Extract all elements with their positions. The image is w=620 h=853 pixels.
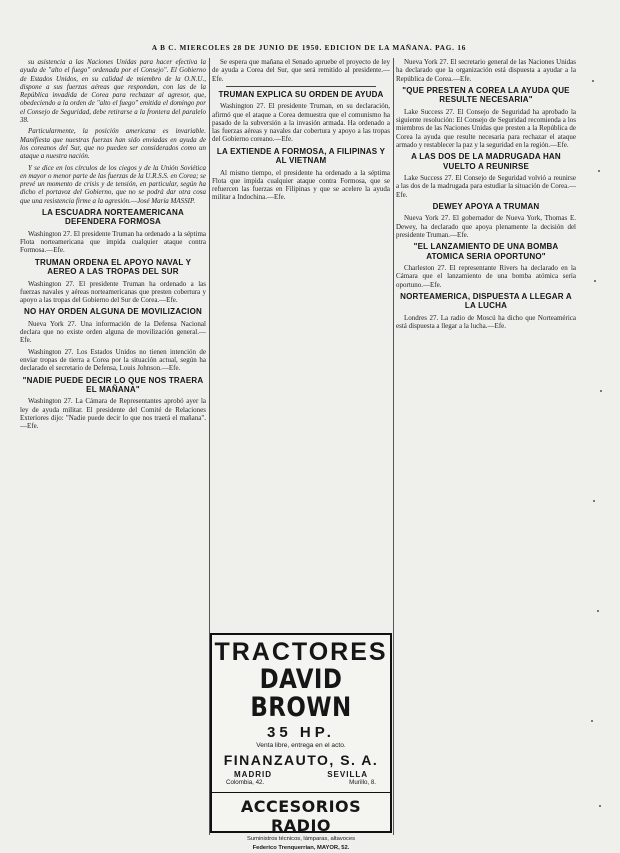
binding-mark <box>597 610 599 612</box>
ad-tractores: TRACTORES <box>214 638 388 666</box>
column-3 <box>396 58 576 837</box>
col1-intro-1: su asistencia a las Naciones Unidas para hacer efectiva la ayuda de "alto el fuego" ordenada por el Consejo". El Gobierno de Estados Unidos, en su calidad de miembro de la O.N.U., dispone a sus fuerzas aéreas que respondan, con las de la República invadida de Corea para rechazar al agresor, que, obedeciendo a la orden de "alto el fuego" emitida el domingo por el Consejo de Seguridad, debe retirarse a la frontera del paralelo 38. <box>20 58 206 125</box>
ad-addresses <box>212 779 390 786</box>
column-1 <box>20 58 206 837</box>
col3-intro: Nueva York 27. El secretario general de las Naciones Unidas ha declarado que la organización está dispuesta a ayudar a la República de Corea.—Efe. <box>396 58 576 83</box>
col1-body-3: Nueva York 27. Una información de la Defensa Nacional declara que no existe orden alguna de movilización general.—Efe. <box>20 319 206 345</box>
col1-body-5: Washington 27. La Cámara de Representantes aprobó ayer la ley de ayuda militar. El presidente del Comité de Relaciones Exteriores dijo: "Nadie puede decir lo que nos traerá el mañana".—Efe. <box>20 397 206 431</box>
binding-mark <box>591 720 593 722</box>
col1-intro-3: Y se dice en los círculos de los ciegos y de la Unión Soviética en mayor o menor parte de las fuerzas de la U.R.S.S. en Corea; se prevé un momento de crisis y de tensión, en particular, según ha dicho el portavoz del Gobierno, que no se podrá dar otra cosa que una resistencia firme a la agresión.—José María MASSIP. <box>20 163 206 205</box>
binding-marks <box>588 60 608 830</box>
binding-mark <box>600 390 602 392</box>
column-2 <box>212 58 390 626</box>
col3-headline-5: NORTEAMERICA, DISPUESTA A LLEGAR A LA LUCHA <box>400 291 572 311</box>
col1-headline-1: LA ESCUADRA NORTEAMERICANA DEFENDERA FORMOSA <box>42 208 184 227</box>
col3-headline-3: DEWEY APOYA A TRUMAN <box>432 201 540 211</box>
ad-fine-1: Suministros técnicos, lámparas, altavoces <box>247 836 355 842</box>
col2-headline-2: LA EXTIENDE A FORMOSA, A FILIPINAS Y AL VIETNAM <box>216 146 386 166</box>
col3-body-4: Charleston 27. El representante Rivers ha declarado en la Cámara que el lanzamiento de una bomba atómica sería oportuno.—Efe. <box>396 264 576 289</box>
col3-body-1: Lake Success 27. El Consejo de Seguridad ha aprobado la siguiente resolución: El Consejo de Seguridad recomienda a los miembros de las Naciones Unidas que presten a la República de Corea la ayuda que resulte necesaria para rechazar el ataque armado y restablecer la paz y la seguridad en la región.—Efe. <box>396 107 576 149</box>
tractor-advertisement <box>210 633 392 851</box>
ad-dealer: FINANZAUTO, S. A. <box>223 752 379 768</box>
col1-body-2: Washington 27. El presidente Truman ha ordenado a las fuerzas navales y aéreas norteamericanas que presten cobertura y apoyo a las tropas del Gobierno del Sur de Corea.—Efe. <box>20 279 206 305</box>
col3-headline-2: A LAS DOS DE LA MADRUGADA HAN VUELTO A REUNIRSE <box>411 152 561 171</box>
ad-cities <box>212 768 390 779</box>
col2-headline-1: TRUMAN EXPLICA SU ORDEN DE AYUDA <box>218 89 384 99</box>
binding-mark <box>598 170 600 172</box>
binding-mark <box>592 80 594 82</box>
binding-mark <box>593 500 595 502</box>
col3-body-5: Londres 27. La radio de Moscú ha dicho que Norteamérica está dispuesta a llegar a la lucha.—Efe. <box>396 313 576 330</box>
ad-city-madrid: MADRID <box>234 770 272 779</box>
binding-mark <box>594 280 596 282</box>
col1-intro-2: Particularmente, la posición americana es invariable. Manifiesta que nuestras fuerzas han sido enviadas en ayuda de los coreanos del Sur, que no pueden ser considerados como un ataque a nuestra nación. <box>20 127 206 161</box>
ad-city-sevilla: SEVILLA <box>327 770 368 779</box>
col2-body-1: Washington 27. El presidente Truman, en su declaración, afirmó que el ataque a Corea demuestra que el comunismo ha pasado de la subversión a la invasión armada. Ha ordenado a las fuerzas aéreas y navales dar cobertura y apoyo a las tropas del Gobierno coreano.—Efe. <box>212 102 390 144</box>
column-rule-2 <box>393 58 394 835</box>
col1-body-4: Washington 27. Los Estados Unidos no tienen intención de enviar tropas de tierra a Corea por la situación actual, según ha declarado el secretario de Defensa, Louis Johnson.—Efe. <box>20 347 206 373</box>
ad-address-madrid: Colombia, 42. <box>226 779 265 786</box>
col3-headline-4: "EL LANZAMIENTO DE UNA BOMBA ATOMICA SERIA OPORTUNO" <box>413 242 559 261</box>
ad-stock-note: Venta libre, entrega en el acto. <box>256 742 346 749</box>
binding-mark <box>599 805 601 807</box>
ad-fine-2: Federico Trenquerrian, MAYOR, 52. <box>252 845 350 851</box>
ad-address-sevilla: Murillo, 8. <box>349 779 376 786</box>
ad-horsepower: 35 HP. <box>267 724 335 741</box>
col2-intro: Se espera que mañana el Senado apruebe el proyecto de ley de ayuda a Corea del Sur, que será remitido al presidente.—Efe. <box>212 58 390 83</box>
ad-accesorios-radio: ACCESORIOS RADIO <box>212 792 390 835</box>
col2-separator-1 <box>226 86 376 87</box>
col3-body-2: Lake Success 27. El Consejo de Seguridad volvió a reunirse a las dos de la madrugada para estudiar la situación de Corea.—Efe. <box>396 174 576 199</box>
col1-body-1: Washington 27. El presidente Truman ha ordenado a la séptima Flota norteamericana que impida cualquier ataque contra Formosa.—Efe. <box>20 229 206 255</box>
ad-david-brown: DAVID BROWN <box>250 664 352 723</box>
col3-headline-1: "QUE PRESTEN A COREA LA AYUDA QUE RESULTE NECESARIA" <box>402 85 570 105</box>
running-head: A B C. MIERCOLES 28 DE JUNIO DE 1950. EDICION DE LA MAÑANA. PAG. 16 <box>151 44 467 52</box>
col2-body-2: Al mismo tiempo, el presidente ha ordenado a la séptima Flota que impida cualquier ataque contra Formosa, que se refuercen las fuerzas en Filipinas y que se acelere la ayuda militar a Indochina.—Efe. <box>212 168 390 202</box>
col1-headline-3: NO HAY ORDEN ALGUNA DE MOVILIZACION <box>24 307 202 317</box>
col1-headline-2: TRUMAN ORDENA EL APOYO NAVAL Y AEREO A LAS TROPAS DEL SUR <box>34 257 192 277</box>
col1-headline-5: "NADIE PUEDE DECIR LO QUE NOS TRAERA EL MAÑANA" <box>22 375 204 395</box>
col3-body-3: Nueva York 27. El gobernador de Nueva York, Thomas E. Dewey, ha declarado que apoya plenamente la decisión del presidente Truman.—Efe. <box>396 214 576 239</box>
